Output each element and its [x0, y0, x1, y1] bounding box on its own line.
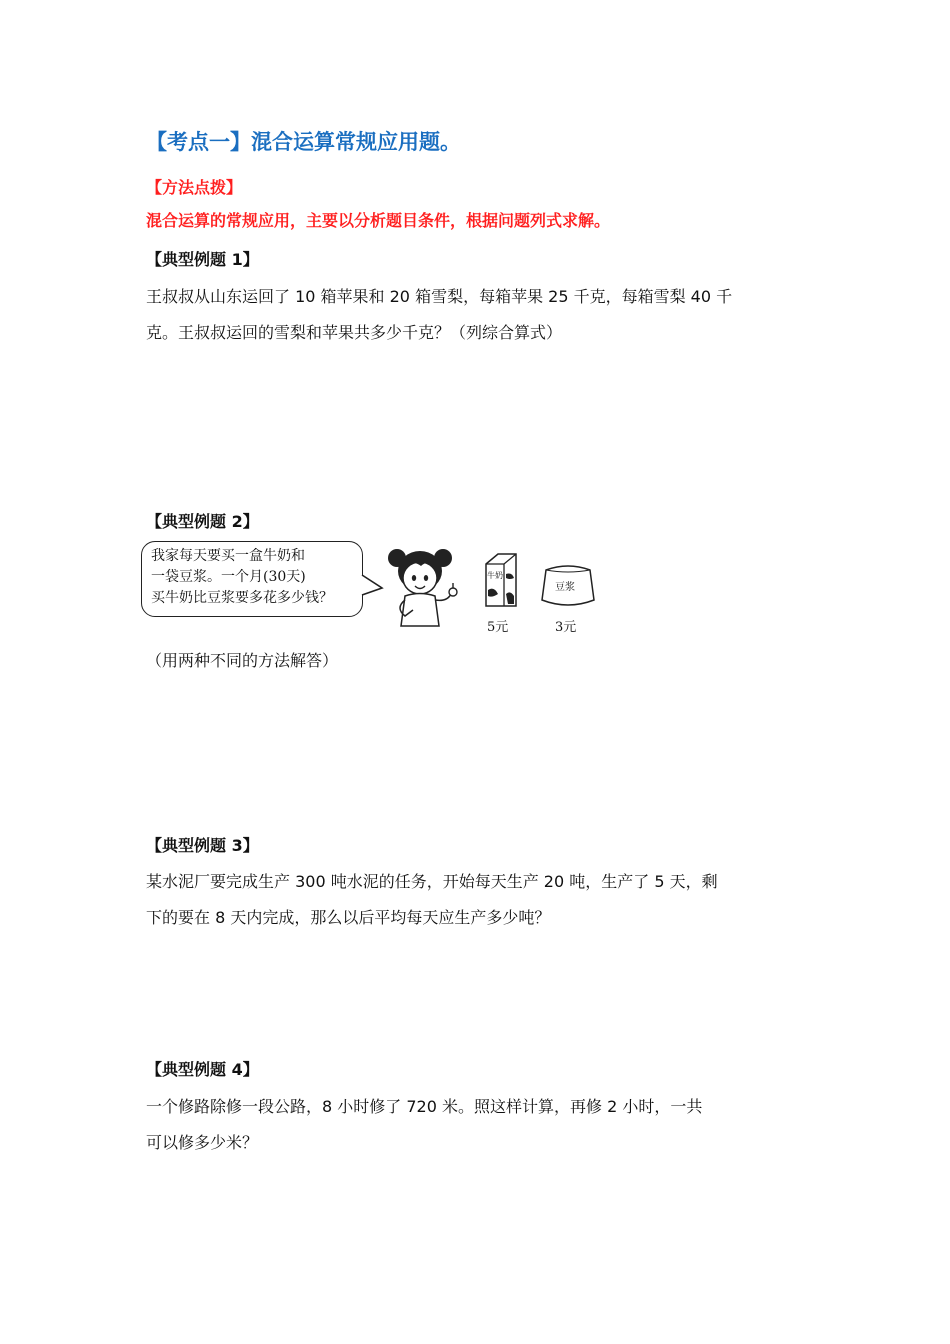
method-text: 混合运算的常规应用，主要以分析题目条件，根据问题列式求解。 [146, 211, 611, 230]
milk-carton-label: 牛奶 [487, 571, 503, 580]
example-3-text [146, 864, 718, 936]
example-3-line-2: 下的要在 8 天内完成，那么以后平均每天应生产多少吨？ [146, 908, 551, 927]
example-2-note: （用两种不同的方法解答） [146, 651, 339, 670]
bubble-tail [362, 575, 382, 595]
soymilk-bag-icon [538, 560, 598, 612]
example-1-line-2: 克。王叔叔运回的雪梨和苹果共多少千克？（列综合算式） [146, 323, 563, 342]
example-4-line-2: 可以修多少米？ [146, 1133, 259, 1152]
soymilk-price: 3元 [555, 620, 577, 635]
bubble-line-3: 买牛奶比豆浆要多花多少钱？ [151, 590, 333, 606]
method-label: 【方法点拨】 [146, 178, 243, 197]
example-4-line-1: 一个修路除修一段公路，8 小时修了 720 米。照这样计算，再修 2 小时，一共 [146, 1097, 703, 1116]
bubble-line-2: 一袋豆浆。一个月(30天) [151, 569, 306, 585]
body [401, 594, 439, 627]
example-4-label: 【典型例题 4】 [146, 1060, 259, 1079]
milk-price: 5元 [487, 620, 509, 635]
soymilk-bag-label: 豆浆 [555, 582, 575, 593]
bubble-line-1: 我家每天要买一盒牛奶和 [151, 548, 305, 564]
face [403, 562, 437, 594]
example-4-text [146, 1089, 702, 1161]
milk-carton-icon [480, 550, 522, 610]
example-2-label: 【典型例题 2】 [146, 512, 259, 531]
section-heading: 【考点一】混合运算常规应用题。 [146, 130, 461, 154]
example-1-line-1: 王叔叔从山东运回了 10 箱苹果和 20 箱雪梨，每箱苹果 25 千克，每箱雪梨 40 千 [146, 287, 733, 306]
example-3-line-1: 某水泥厂要完成生产 300 吨水泥的任务，开始每天生产 20 吨，生产了 5 天，剩 [146, 872, 718, 891]
girl-illustration [355, 536, 470, 636]
example-1-text [146, 279, 732, 351]
speech-bubble [141, 541, 363, 617]
example-1-label: 【典型例题 1】 [146, 250, 259, 269]
example-3-label: 【典型例题 3】 [146, 836, 259, 855]
